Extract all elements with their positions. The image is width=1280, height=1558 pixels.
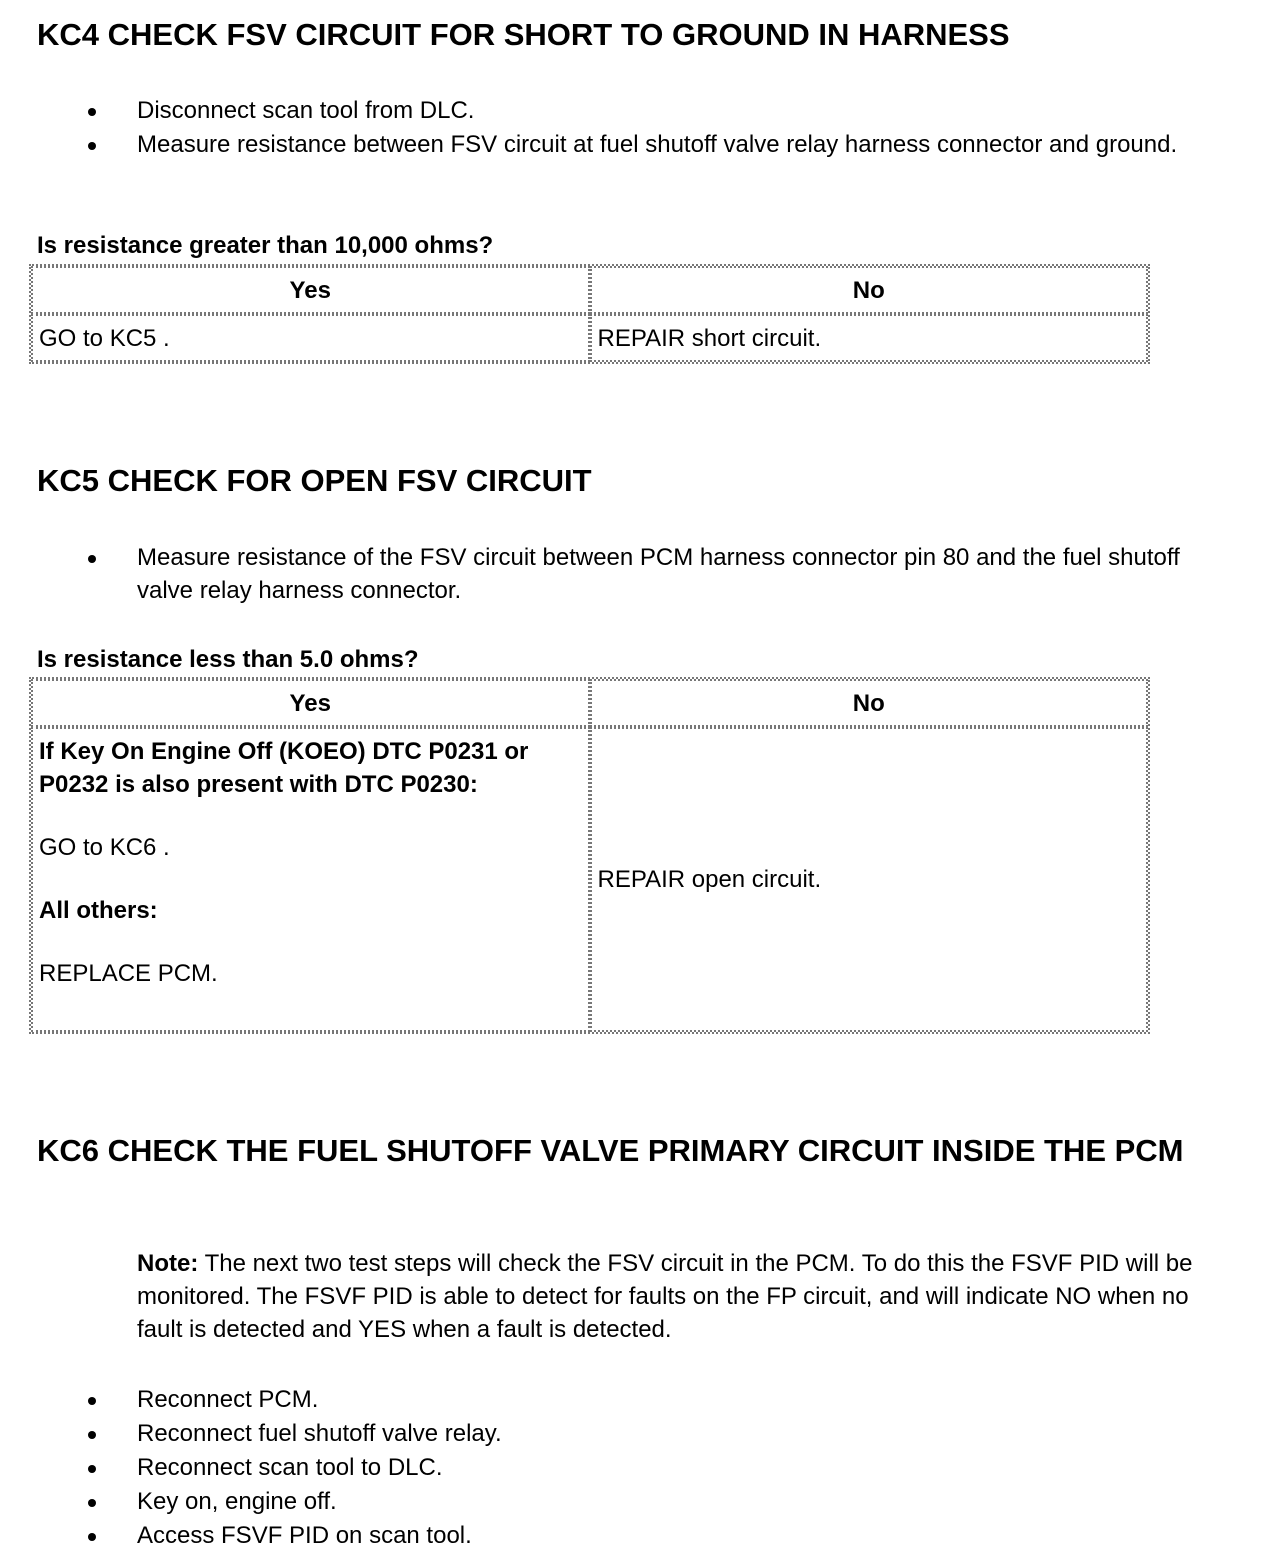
list-item: [0, 128, 1207, 161]
no-cell: REPAIR short circuit.: [590, 314, 1149, 362]
bullet-icon: [88, 1533, 96, 1541]
table-row: [31, 314, 1148, 362]
list-item: [0, 1417, 1207, 1450]
bullet-icon: [88, 1465, 96, 1473]
list-item: [0, 1485, 1207, 1518]
kc4-answer-table: [29, 264, 1150, 364]
bullet-icon: [88, 1397, 96, 1405]
no-header: No: [590, 679, 1149, 727]
kc5-answer-table: [29, 677, 1150, 1034]
no-cell: REPAIR open circuit.: [590, 727, 1149, 1032]
kc4-steps-list: [0, 94, 1207, 162]
step-text: Measure resistance between FSV circuit at fuel shutoff valve relay harness connector and ground.: [137, 131, 1178, 158]
kc6-note: [137, 1247, 1237, 1346]
table-header-row: [31, 679, 1148, 727]
bullet-icon: [88, 1431, 96, 1439]
kc6-heading: KC6 CHECK THE FUEL SHUTOFF VALVE PRIMARY CIRCUIT INSIDE THE PCM: [37, 1133, 1184, 1168]
step-text: Access FSVF PID on scan tool.: [137, 1522, 472, 1549]
list-item: [0, 541, 1207, 607]
step-text: Measure resistance of the FSV circuit between PCM harness connector pin 80 and the fuel shutoff valve relay harness connector.: [137, 544, 1180, 604]
kc6-steps-list: [0, 1383, 1207, 1553]
table-row: [31, 727, 1148, 1032]
yes-header: Yes: [31, 679, 590, 727]
bullet-icon: [88, 555, 96, 563]
step-text: Key on, engine off.: [137, 1488, 337, 1515]
list-item: [0, 94, 1207, 127]
yes-header: Yes: [31, 266, 590, 314]
step-text: Reconnect scan tool to DLC.: [137, 1454, 443, 1481]
list-item: [0, 1519, 1207, 1552]
note-label: Note:: [137, 1250, 199, 1277]
yes-condition: If Key On Engine Off (KOEO) DTC P0231 or P0232 is also present with DTC P0230:: [39, 738, 529, 798]
kc4-question: Is resistance greater than 10,000 ohms?: [37, 232, 494, 259]
kc4-heading: KC4 CHECK FSV CIRCUIT FOR SHORT TO GROUND IN HARNESS: [37, 17, 1010, 52]
yes-action-1: GO to KC6 .: [39, 834, 170, 861]
step-text: Disconnect scan tool from DLC.: [137, 97, 475, 124]
kc5-question: Is resistance less than 5.0 ohms?: [37, 646, 419, 673]
yes-action-2: REPLACE PCM.: [39, 960, 218, 987]
note-text: The next two test steps will check the FSV circuit in the PCM. To do this the FSVF PID will be monitored. The FSVF PID is able to detect for faults on the FP circuit, and will indicate NO when no fault is detected and YES when a fault is detected.: [137, 1250, 1193, 1343]
kc5-heading: KC5 CHECK FOR OPEN FSV CIRCUIT: [37, 463, 592, 498]
step-text: Reconnect fuel shutoff valve relay.: [137, 1420, 502, 1447]
bullet-icon: [88, 142, 96, 150]
kc5-steps-list: [0, 541, 1207, 608]
no-header: No: [590, 266, 1149, 314]
yes-cell: [31, 727, 590, 1032]
table-header-row: [31, 266, 1148, 314]
list-item: [0, 1451, 1207, 1484]
step-text: Reconnect PCM.: [137, 1386, 319, 1413]
bullet-icon: [88, 1499, 96, 1507]
yes-condition-2: All others:: [39, 897, 158, 924]
bullet-icon: [88, 108, 96, 116]
yes-cell: GO to KC5 .: [31, 314, 590, 362]
list-item: [0, 1383, 1207, 1416]
